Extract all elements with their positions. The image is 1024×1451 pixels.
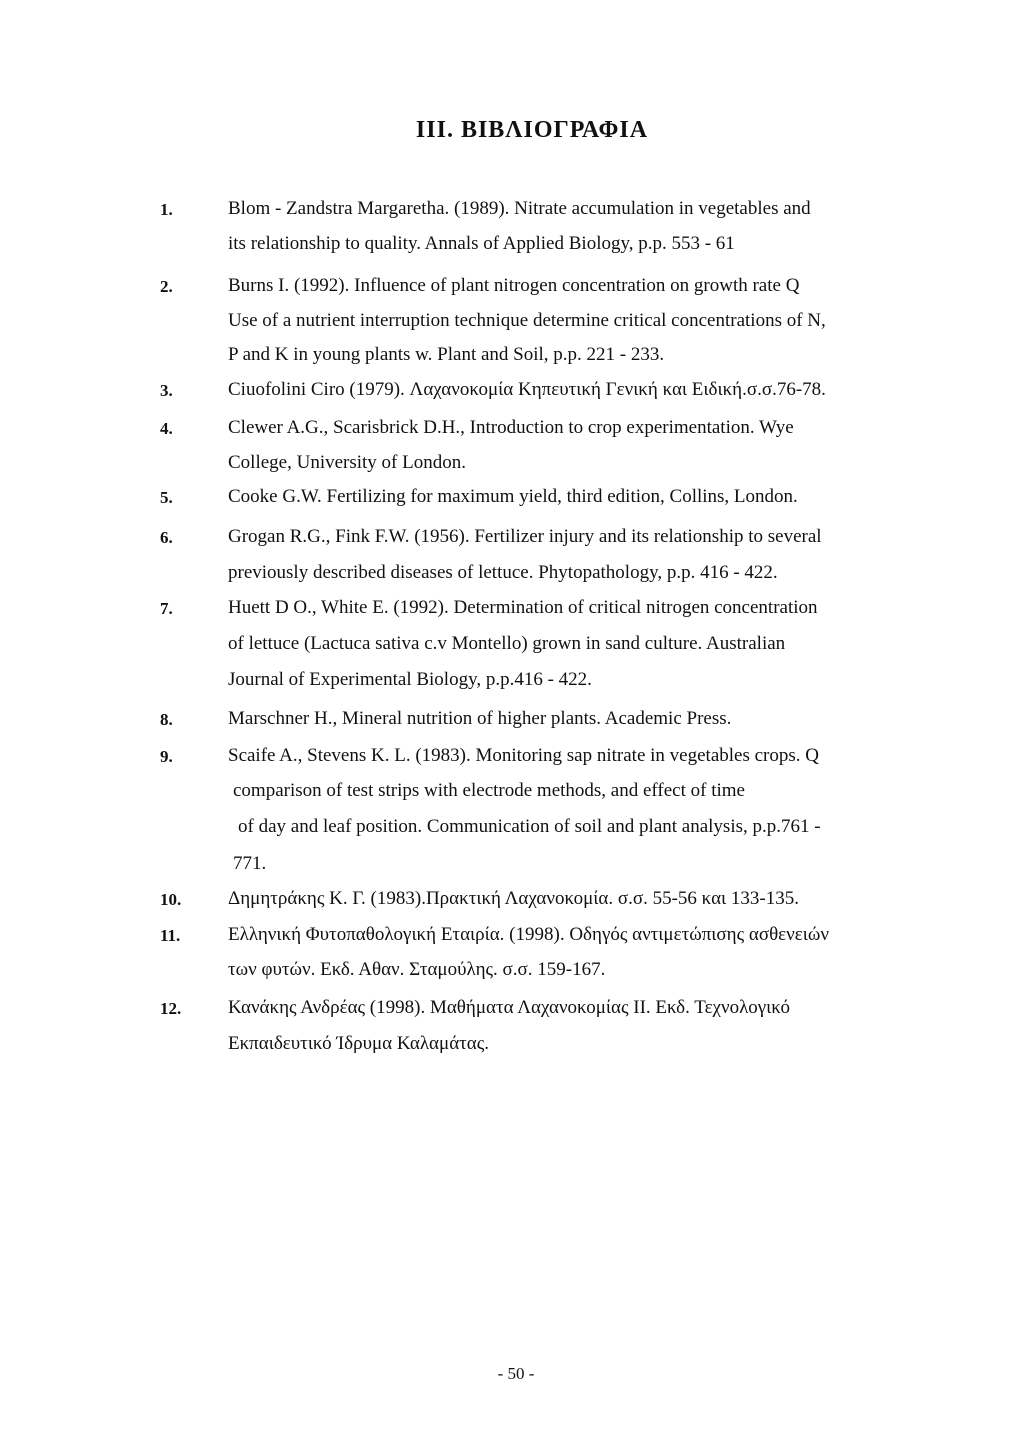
- reference-text-line: Ελληνική Φυτοπαθολογική Εταιρία. (1998). Οδηγός αντιμετώπισης ασθενειών: [228, 924, 829, 945]
- reference-number: 1.: [160, 200, 173, 219]
- reference-text-line: Cooke G.W. Fertilizing for maximum yield, third edition, Collins, London.: [228, 486, 798, 507]
- page-number: - 50 -: [497, 1364, 535, 1383]
- reference-text-line: Scaife A., Stevens K. L. (1983). Monitoring sap nitrate in vegetables crops. Q: [228, 745, 819, 766]
- reference-text-line: Clewer A.G., Scarisbrick D.H., Introduction to crop experimentation. Wye: [228, 417, 794, 438]
- reference-text-line: College, University of London.: [228, 452, 466, 473]
- reference-number: 5.: [160, 488, 173, 507]
- reference-number: 2.: [160, 277, 173, 296]
- reference-text-line: Κανάκης Ανδρέας (1998). Μαθήματα Λαχανοκομίας II. Εκδ. Τεχνολογικό: [228, 997, 790, 1018]
- reference-text-line: Huett D O., White E. (1992). Determination of critical nitrogen concentration: [228, 597, 818, 618]
- reference-number: 9.: [160, 747, 173, 766]
- page-title: III. ΒΙΒΛΙΟΓΡΑΦΙΑ: [415, 117, 649, 143]
- reference-text-line: Εκπαιδευτικό Ίδρυμα Καλαμάτας.: [228, 1033, 490, 1054]
- reference-text-line: Grogan R.G., Fink F.W. (1956). Fertilizer injury and its relationship to several: [228, 526, 822, 547]
- reference-text-line: 771.: [233, 853, 267, 874]
- reference-text-line: Marschner H., Mineral nutrition of higher plants. Academic Press.: [228, 708, 732, 729]
- reference-number: 10.: [160, 890, 182, 909]
- reference-text-line: Blom - Zandstra Margaretha. (1989). Nitrate accumulation in vegetables and: [228, 198, 811, 219]
- reference-text-line: its relationship to quality. Annals of Applied Biology, p.p. 553 - 61: [228, 233, 735, 254]
- reference-number: 6.: [160, 528, 173, 547]
- reference-number: 12.: [160, 999, 182, 1018]
- reference-number: 4.: [160, 419, 173, 438]
- reference-number: 7.: [160, 599, 173, 618]
- reference-text-line: των φυτών. Εκδ. Αθαν. Σταμούλης. σ.σ. 159-167.: [228, 959, 606, 980]
- reference-number: 11.: [160, 926, 181, 945]
- reference-number: 3.: [160, 381, 173, 400]
- reference-text-line: of lettuce (Lactuca sativa c.v Montello) grown in sand culture. Australian: [228, 633, 786, 654]
- reference-text-line: of day and leaf position. Communication of soil and plant analysis, p.p.761 -: [238, 816, 821, 837]
- reference-text-line: Journal of Experimental Biology, p.p.416 - 422.: [228, 669, 592, 690]
- reference-text-line: previously described diseases of lettuce. Phytopathology, p.p. 416 - 422.: [228, 562, 778, 583]
- reference-text-line: Δημητράκης Κ. Γ. (1983).Πρακτική Λαχανοκομία. σ.σ. 55-56 και 133-135.: [228, 888, 799, 909]
- reference-text-line: Use of a nutrient interruption technique determine critical concentrations of N,: [228, 310, 826, 331]
- reference-text-line: Burns I. (1992). Influence of plant nitrogen concentration on growth rate Q: [228, 275, 800, 296]
- reference-text-line: Ciuofolini Ciro (1979). Λαχανοκομία Κηπευτική Γενική και Ειδική.σ.σ.76-78.: [228, 379, 826, 400]
- reference-text-line: comparison of test strips with electrode methods, and effect of time: [233, 780, 745, 801]
- reference-text-line: P and K in young plants w. Plant and Soil, p.p. 221 - 233.: [228, 344, 665, 365]
- reference-number: 8.: [160, 710, 173, 729]
